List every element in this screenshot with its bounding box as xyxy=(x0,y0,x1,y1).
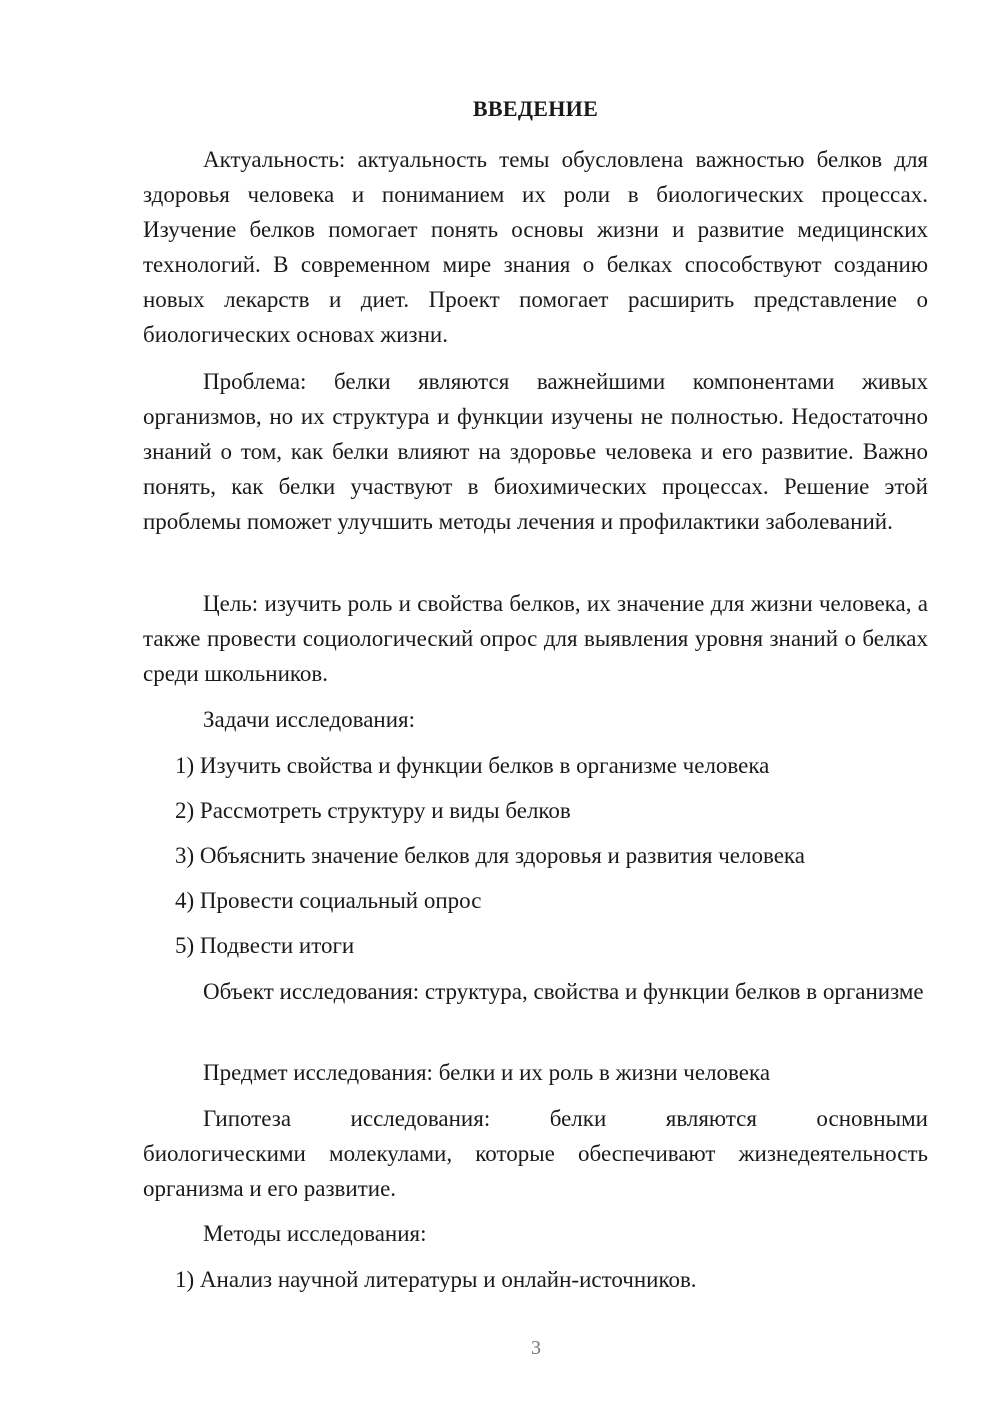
relevance-paragraph: Актуальность: актуальность темы обусловлена важностью белков для здоровья человека и пониманием их роли в биологических процессах. Изучение белков помогает понять основы жизни и развитие медицинских технологий. В современном мире знания о белках способствуют созданию новых лекарств и диет. Проект помогает расширить представление о биологических основах жизни. xyxy=(143,147,928,347)
task-item-4: 4) Провести социальный опрос xyxy=(175,888,482,913)
page-number: 3 xyxy=(531,1337,541,1359)
goal-paragraph: Цель: изучить роль и свойства белков, их значение для жизни человека, а также провести социологический опрос для выявления уровня знаний о белках среди школьников. xyxy=(143,591,928,686)
problem-paragraph: Проблема: белки являются важнейшими компонентами живых организмов, но их структура и функции изучены не полностью. Недостаточно знаний о том, как белки влияют на здоровье человека и его развитие. Важно понять, как белки участвуют в биохимических процессах. Решение этой проблемы поможет улучшить методы лечения и профилактики заболеваний. xyxy=(143,369,928,534)
task-item-1: 1) Изучить свойства и функции белков в организме человека xyxy=(175,753,770,778)
hypothesis-first-line: Гипотеза исследования: белки являются основными xyxy=(203,1106,928,1131)
methods-heading: Методы исследования: xyxy=(203,1221,427,1246)
task-item-2: 2) Рассмотреть структуру и виды белков xyxy=(175,798,571,823)
tasks-heading: Задачи исследования: xyxy=(203,707,416,732)
hypothesis-continuation: биологическими молекулами, которые обеспечивают жизнедеятельность организма и его развитие. xyxy=(143,1141,928,1201)
method-item-1: 1) Анализ научной литературы и онлайн-источников. xyxy=(175,1267,697,1292)
subject-paragraph: Предмет исследования: белки и их роль в жизни человека xyxy=(203,1060,771,1085)
page-title: ВВЕДЕНИЕ xyxy=(472,96,599,121)
task-item-3: 3) Объяснить значение белков для здоровья и развития человека xyxy=(175,843,805,868)
task-item-5: 5) Подвести итоги xyxy=(175,933,355,958)
object-paragraph: Объект исследования: структура, свойства и функции белков в организме xyxy=(203,979,924,1004)
